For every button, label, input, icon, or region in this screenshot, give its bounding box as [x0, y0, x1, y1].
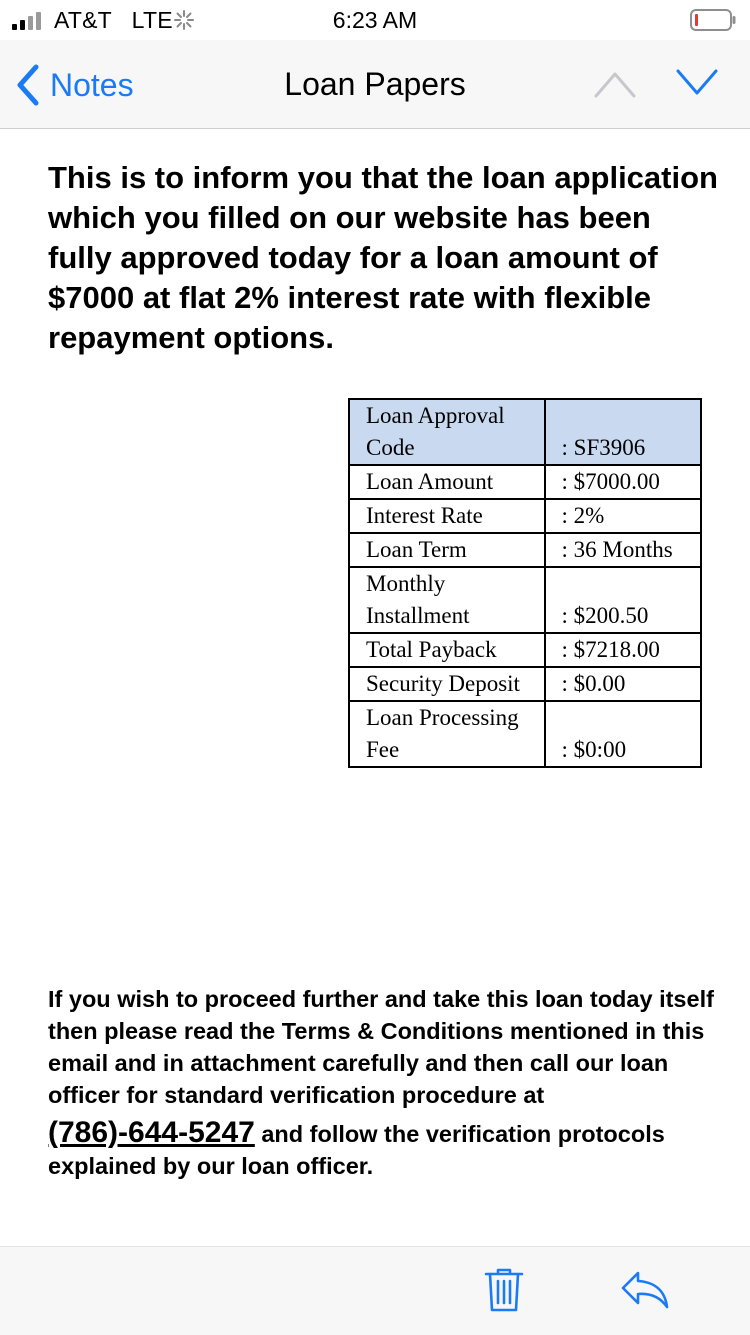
loan-details-table — [348, 398, 702, 768]
table-label: Monthly Installment — [349, 567, 545, 633]
bottom-toolbar — [0, 1246, 750, 1335]
table-label: Security Deposit — [349, 667, 545, 701]
table-label: Loan Approval Code — [349, 399, 545, 465]
table-value: : $7218.00 — [545, 633, 701, 667]
network-type: LTE — [131, 7, 173, 33]
table-row — [349, 465, 701, 499]
table-row — [349, 399, 701, 465]
battery-icon — [690, 9, 736, 31]
back-label: Notes — [50, 66, 134, 103]
table-row — [349, 533, 701, 567]
table-label: Loan Term — [349, 533, 545, 567]
table-value: : 2% — [545, 499, 701, 533]
phone-link[interactable]: (786)-644-5247 — [48, 1116, 255, 1149]
table-value: : $0:00 — [545, 701, 701, 767]
outro-text: If you wish to proceed further and take this loan today itself then please read the Terms & Conditions mentioned in this email and in attachment carefully and then call our loan officer for standard verification procedure at — [48, 986, 714, 1108]
trash-icon[interactable] — [484, 1267, 524, 1313]
table-value: : $7000.00 — [545, 465, 701, 499]
table-label: Loan Processing Fee — [349, 701, 545, 767]
reply-icon[interactable] — [620, 1269, 670, 1309]
table-label: Loan Amount — [349, 465, 545, 499]
table-row — [349, 499, 701, 533]
chevron-up-icon[interactable] — [594, 70, 636, 98]
table-value: : SF3906 — [545, 399, 701, 465]
table-row — [349, 667, 701, 701]
table-row — [349, 633, 701, 667]
status-bar — [0, 0, 750, 40]
table-value: : 36 Months — [545, 533, 701, 567]
table-row — [349, 701, 701, 767]
table-label: Total Payback — [349, 633, 545, 667]
chevron-down-icon[interactable] — [676, 68, 718, 96]
carrier-name: AT&T — [54, 7, 112, 33]
outro-text-end: and follow the verification protocols explained by our loan officer. — [48, 1121, 665, 1179]
intro-paragraph: This is to inform you that the loan application which you filled on our website has been fully approved today for a loan amount of $7000 at flat 2% interest rate with flexible repayment options. — [48, 160, 718, 355]
table-value: : $200.50 — [545, 567, 701, 633]
navigation-bar — [0, 40, 750, 129]
table-value: : $0.00 — [545, 667, 701, 701]
table-row — [349, 567, 701, 633]
outro-paragraph — [48, 983, 718, 1182]
table-label: Interest Rate — [349, 499, 545, 533]
clock: 6:23 AM — [332, 7, 418, 33]
page-title: Loan Papers — [284, 66, 466, 102]
